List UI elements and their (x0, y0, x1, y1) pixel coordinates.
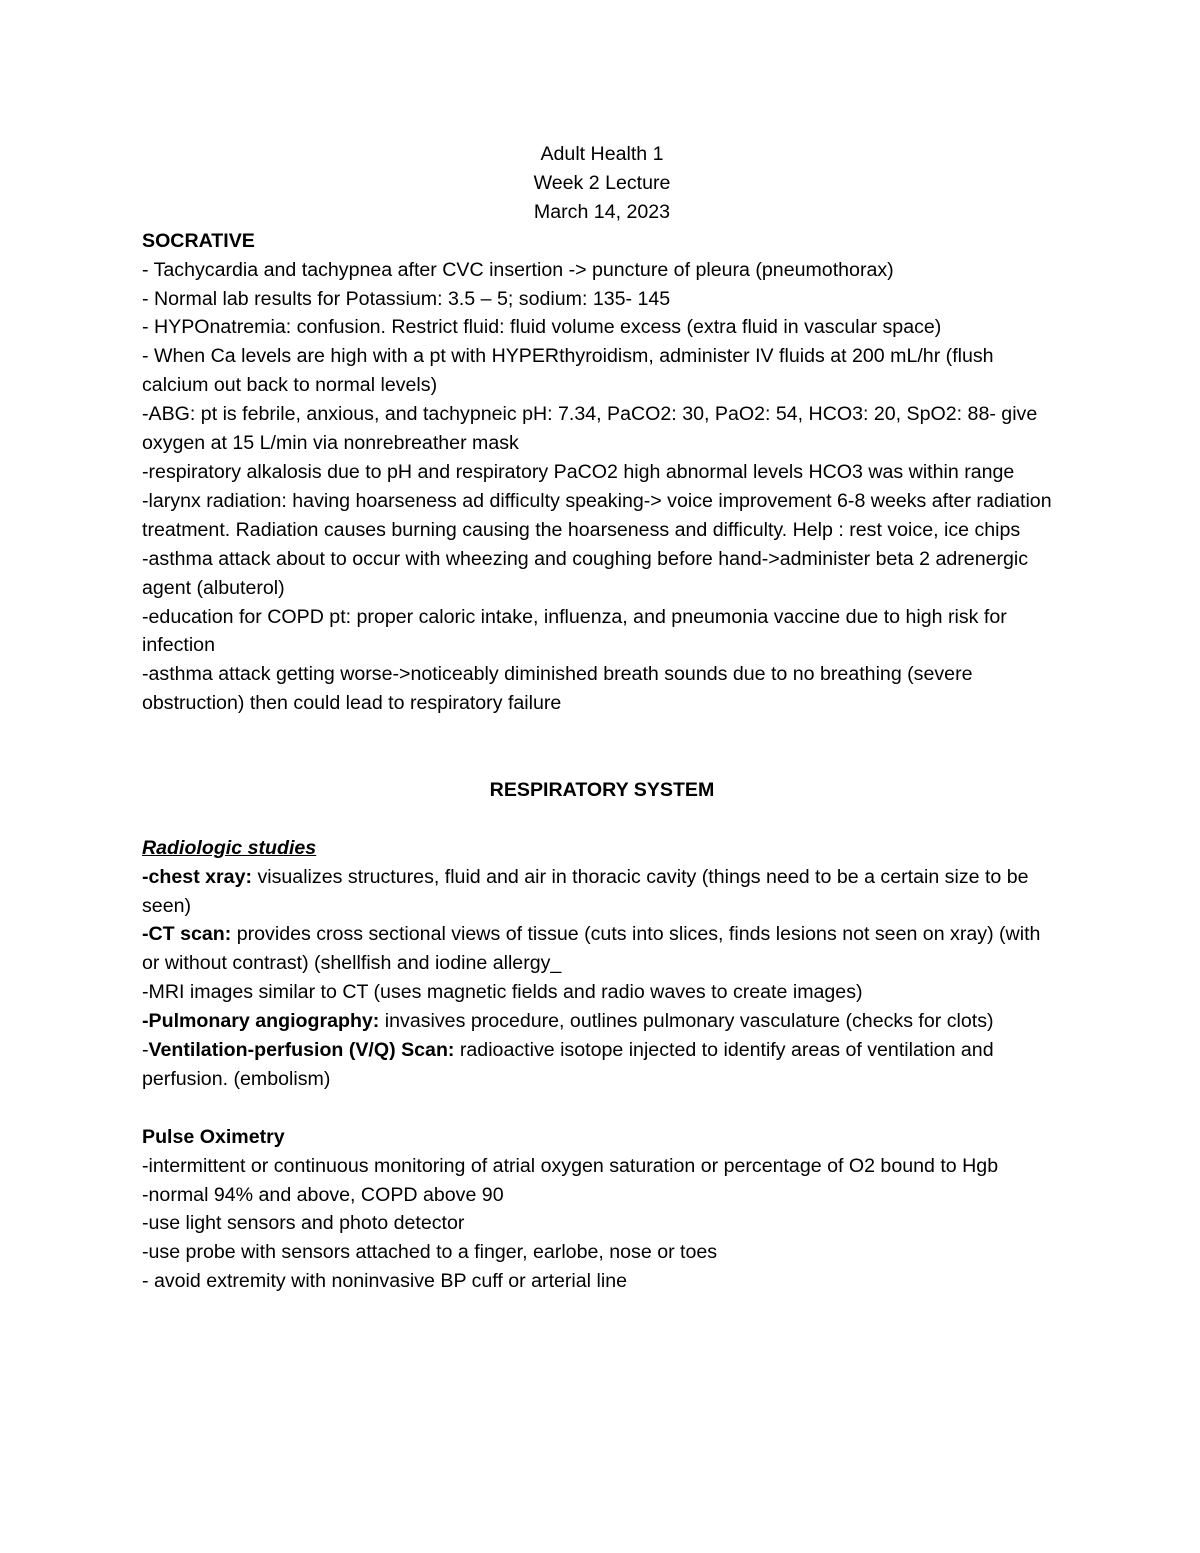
radiologic-item (142, 1007, 1062, 1036)
pulse-oximetry-item: -use probe with sensors attached to a finger, earlobe, nose or toes (142, 1241, 718, 1264)
radiologic-item-prefix: - (142, 1039, 149, 1062)
socrative-item: - Normal lab results for Potassium: 3.5 – 5; sodium: 135- 145 (142, 287, 671, 310)
radiologic-item (142, 920, 1062, 978)
document-page (142, 140, 1062, 1296)
socrative-item: -asthma attack getting worse->noticeably diminished breath sounds due to no breathing (severe obstruction) then could lead to respiratory failure (142, 663, 973, 715)
radiologic-item-prefix: - (142, 923, 149, 946)
radiologic-item (142, 863, 1062, 921)
radiologic-item (142, 1036, 1062, 1094)
radiologic-item-term: Pulmonary angiography: (148, 1010, 380, 1033)
respiratory-system-title: RESPIRATORY SYSTEM (489, 778, 715, 801)
socrative-item: - When Ca levels are high with a pt with HYPERthyroidism, administer IV fluids at 200 mL/hr (flush calcium out back to normal levels) (142, 345, 994, 397)
radiologic-item-text: provides cross sectional views of tissue (cuts into slices, finds lesions not seen on xray) (with or without contrast) (shellfish and iodine allergy_ (142, 923, 1041, 975)
socrative-section (142, 227, 1062, 718)
spacer (142, 718, 1062, 776)
socrative-item: -respiratory alkalosis due to pH and respiratory PaCO2 high abnormal levels HCO3 was within range (142, 460, 1015, 483)
radiologic-item (142, 978, 1062, 1007)
radiologic-item-text: radioactive isotope injected to identify areas of ventilation and perfusion. (embolism) (142, 1039, 994, 1090)
radiologic-item-prefix: - (142, 1010, 149, 1033)
socrative-item: - Tachycardia and tachypnea after CVC insertion -> puncture of pleura (pneumothorax) (142, 258, 894, 281)
radiologic-item-prefix: - (142, 865, 149, 888)
radiologic-item-text: invasives procedure, outlines pulmonary vasculature (checks for clots) (379, 1010, 994, 1033)
pulse-oximetry-heading: Pulse Oximetry (142, 1125, 285, 1148)
course-title: Adult Health 1 (540, 143, 664, 165)
radiologic-item-term: chest xray: (148, 865, 253, 888)
radiologic-item-text: MRI images similar to CT (uses magnetic fields and radio waves to create images) (148, 981, 863, 1004)
socrative-item: -larynx radiation: having hoarseness ad difficulty speaking-> voice improvement 6-8 weeks after radiation treatment. Radiation causes burning causing the hoarseness and difficulty. Help : rest voice, ice chips (142, 489, 1052, 541)
radiologic-item-text: visualizes structures, fluid and air in thoracic cavity (things need to be a certain size to be seen) (142, 865, 1029, 917)
lecture-date: March 14, 2023 (533, 200, 671, 223)
radiologic-item-prefix: - (142, 981, 149, 1004)
socrative-item: - HYPOnatremia: confusion. Restrict fluid: fluid volume excess (extra fluid in vascular space) (142, 316, 942, 339)
spacer (142, 805, 1062, 834)
pulse-oximetry-item: -normal 94% and above, COPD above 90 (142, 1183, 504, 1206)
lecture-week: Week 2 Lecture (533, 171, 671, 194)
socrative-item: -ABG: pt is febrile, anxious, and tachypneic pH: 7.34, PaCO2: 30, PaO2: 54, HCO3: 20, SpO2: 88- give oxygen at 15 L/min via nonrebreather mask (142, 403, 1038, 455)
radiologic-studies-section (142, 834, 1062, 1094)
document-header (142, 140, 1062, 227)
socrative-heading: SOCRATIVE (142, 229, 255, 252)
pulse-oximetry-item: - avoid extremity with noninvasive BP cuff or arterial line (142, 1270, 627, 1293)
pulse-oximetry-item: -use light sensors and photo detector (142, 1212, 465, 1235)
radiologic-heading: Radiologic studies (142, 836, 317, 859)
pulse-oximetry-section (142, 1123, 1062, 1296)
radiologic-heading-line (142, 834, 1062, 863)
pulse-oximetry-item: -intermittent or continuous monitoring of atrial oxygen saturation or percentage of O2 bound to Hgb (142, 1154, 999, 1177)
socrative-item: -education for COPD pt: proper caloric intake, influenza, and pneumonia vaccine due to high risk for infection (142, 605, 1007, 657)
spacer (142, 1094, 1062, 1123)
radiologic-item-term: CT scan: (148, 923, 232, 946)
socrative-item: -asthma attack about to occur with wheezing and coughing before hand->administer beta 2 adrenergic agent (albuterol) (142, 547, 1029, 599)
radiologic-item-term: Ventilation-perfusion (V/Q) Scan: (148, 1039, 455, 1062)
